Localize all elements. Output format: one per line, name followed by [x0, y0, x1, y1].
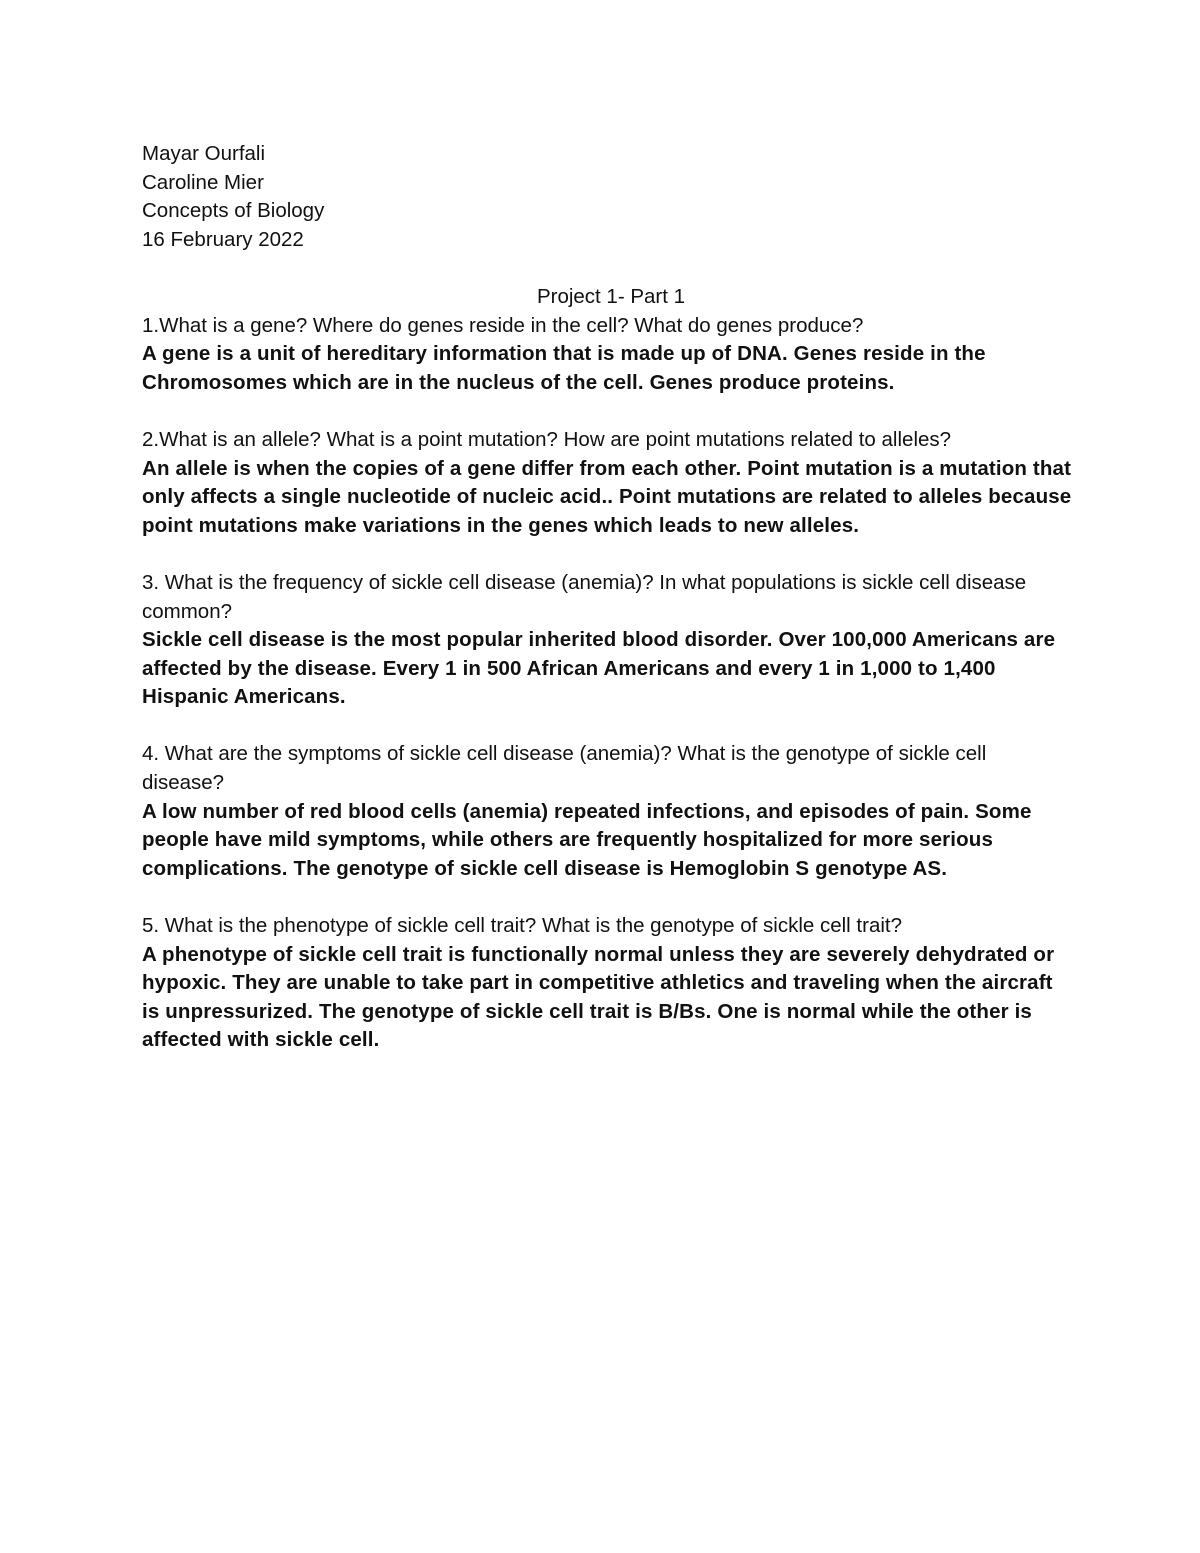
question-2: 2.What is an allele? What is a point mutation? How are point mutations related to alleles?	[142, 427, 952, 451]
question-4: 4. What are the symptoms of sickle cell disease (anemia)? What is the genotype of sickle cell disease?	[142, 742, 987, 795]
question-1: 1.What is a gene? Where do genes reside in the cell? What do genes produce?	[142, 313, 864, 337]
answer-3: Sickle cell disease is the most popular inherited blood disorder. Over 100,000 Americans are affected by the disease. Every 1 in 500 African Americans and every 1 in 1,000 to 1,400 Hispanic Americans.	[142, 628, 1056, 709]
course-name: Concepts of Biology	[142, 199, 325, 223]
document-page	[142, 140, 1072, 1055]
answer-5: A phenotype of sickle cell trait is functionally normal unless they are severely dehydrated or hypoxic. They are unable to take part in competitive athletics and traveling when the aircraft is unpressurized. The genotype of sickle cell trait is B/Bs. One is normal while the other is affected with sickle cell.	[142, 942, 1055, 1052]
document-date: 16 February 2022	[142, 227, 304, 251]
question-3: 3. What is the frequency of sickle cell disease (anemia)? In what populations is sickle cell disease common?	[142, 570, 1027, 623]
question-5: 5. What is the phenotype of sickle cell trait? What is the genotype of sickle cell trait?	[142, 914, 903, 938]
answer-4: A low number of red blood cells (anemia) repeated infections, and episodes of pain. Some people have mild symptoms, while others are frequently hospitalized for more serious complications. The genotype of sickle cell disease is Hemoglobin S genotype AS.	[142, 799, 1032, 880]
answer-2: An allele is when the copies of a gene differ from each other. Point mutation is a mutation that only affects a single nucleotide of nucleic acid.. Point mutations are related to alleles because point mutations make variations in the genes which leads to new alleles.	[142, 456, 1072, 537]
answer-1: A gene is a unit of hereditary information that is made up of DNA. Genes reside in the Chromosomes which are in the nucleus of the cell. Genes produce proteins.	[142, 342, 986, 394]
qa-block-2	[142, 426, 1072, 540]
qa-block-1	[142, 312, 1072, 398]
document-title: Project 1- Part 1	[536, 284, 686, 308]
header-spacer	[142, 254, 1072, 283]
qa-block-3	[142, 569, 1072, 712]
qa-block-5	[142, 912, 1072, 1055]
instructor-name: Caroline Mier	[142, 170, 264, 194]
student-name: Mayar Ourfali	[142, 142, 266, 165]
qa-block-4	[142, 740, 1072, 883]
